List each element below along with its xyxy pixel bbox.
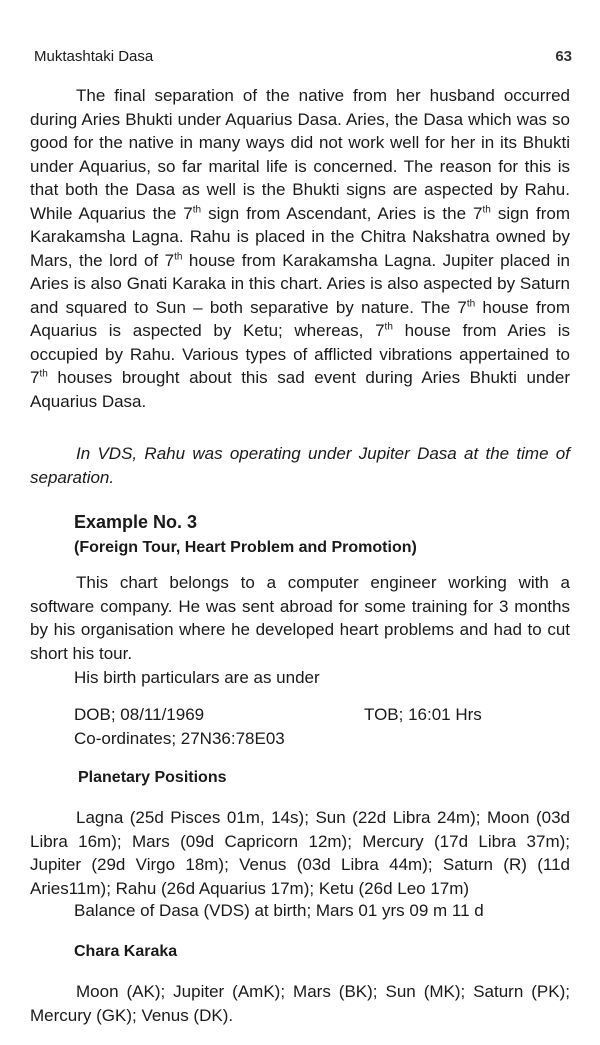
paragraph-example-intro: This chart belongs to a computer engineer working with a software company. He was sent abroad for some training for 3 months by his organisation where he developed heart problems and had to cut short his tour. [30, 573, 570, 663]
chara-karaka-text: Moon (AK); Jupiter (AmK); Mars (BK); Sun (MK); Saturn (PK); Mercury (GK); Venus (DK). [30, 982, 570, 1025]
coordinates-value: Co-ordinates; 27N36:78E03 [74, 729, 285, 748]
paragraph-vds-note: In VDS, Rahu was operating under Jupiter Dasa at the time of separation. [30, 444, 570, 487]
birth-particulars-line: His birth particulars are as under [74, 668, 320, 687]
dasa-balance-line: Balance of Dasa (VDS) at birth; Mars 01 yrs 09 m 11 d [74, 901, 484, 920]
example-title: Example No. 3 [74, 512, 198, 532]
example-subtitle: (Foreign Tour, Heart Problem and Promotion) [74, 539, 417, 556]
page-number: 63 [555, 48, 572, 65]
tob-value: TOB; 16:01 Hrs [364, 705, 482, 724]
paragraph-separation: The final separation of the native from her husband occurred during Aries Bhukti under Aquarius Dasa. Aries, the Dasa which was so good for the native in many ways did not work well for her in its Bhukti under Aquarius, so far marital life is concerned. The reason for this is that both the Dasa as well is the Bhukti signs are aspected by Rahu. While Aquarius the 7th sign from Ascendant, Aries is the 7th sign from Karakamsha Lagna. Rahu is placed in the Chitra Nakshatra owned by Mars, the lord of 7th house from Karakamsha Lagna. Jupiter placed in Aries is also Gnati Karaka in this chart. Aries is also aspected by Saturn and squared to Sun – both separative by nature. The 7th house from Aquarius is aspected by Ketu; whereas, 7th house from Aries is occupied by Rahu. Various types of afflicted vibrations appertained to 7th houses brought about this sad event during Aries Bhukti under Aquarius Dasa. [30, 86, 571, 411]
planetary-heading: Planetary Positions [78, 769, 227, 786]
dob-value: DOB; 08/11/1969 [74, 705, 205, 724]
page-header [34, 48, 572, 65]
planetary-positions-text: Lagna (25d Pisces 01m, 14s); Sun (22d Libra 24m); Moon (03d Libra 16m); Mars (09d Capricorn 12m); Mercury (17d Libra 37m); Jupiter (29d Virgo 18m); Venus (03d Libra 44m); Saturn (R) (11d Aries11m); Rahu (26d Aquarius 17m); Ketu (26d Leo 17m) [30, 808, 570, 898]
chara-karaka-heading: Chara Karaka [74, 943, 178, 960]
running-title: Muktashtaki Dasa [34, 48, 154, 65]
